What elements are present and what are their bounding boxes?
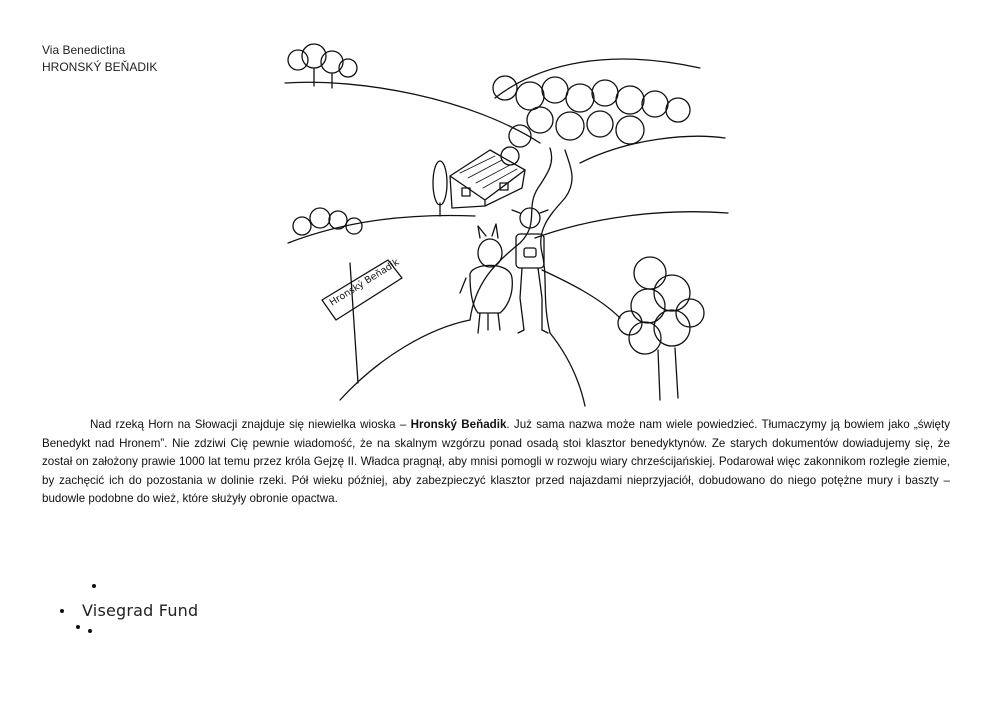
logo-dot-bottom-right: [88, 629, 92, 633]
landscape-illustration: [280, 38, 730, 410]
place-name-bold: Hronský Beňadik: [410, 418, 507, 431]
paragraph-rest: . Już sama nazwa może nam wiele powiedzieć. Tłumaczymy ją bowiem jako „święty Benedykt nad Hronem”. Nie zdziwi Cię pewnie wiadomość, że na skalnym wzgórzu ponad osadą stoi klasztor benedyktynów. Ze starych dokumentów dowiadujemy się, że został on założony prawie 1000 lat temu przez króla Gejzę II. Władca pragnął, aby mnisi pomogli w rozwoju wiary chrześcijańskiej. Podarował więc zakonnikom rozległe ziemie, by zachęcić ich do pozostania w dolinie rzeki. Pół wieku później, aby zabezpieczyć klasztor przed najazdami nieprzyjaciół, dobudowano do niego potężne mury i baszty – budowle podobne do wież, które służyły obronie opactwa.: [42, 418, 950, 505]
paragraph-intro: Nad rzeką Horn na Słowacji znajduje się niewielka wioska –: [90, 418, 411, 431]
hill-mid-left: [288, 215, 475, 243]
house-icon: [450, 150, 525, 208]
document-header: [42, 42, 157, 76]
logo-text: Visegrad Fund: [82, 601, 199, 620]
tree-cluster-top-right: [493, 76, 690, 165]
article-text: [42, 416, 950, 509]
header-series-title: Via Benedictina: [42, 43, 126, 57]
tree-cluster-top-left: [288, 44, 357, 88]
path-front-right: [550, 333, 585, 406]
logo-dot-bottom-left: [76, 625, 80, 629]
logo-dot-left: [60, 609, 64, 613]
donkey-icon: [460, 224, 512, 333]
hill-mid-right: [535, 212, 728, 238]
hill-back-left: [285, 82, 540, 143]
header-place-title: HRONSKÝ BEŇADIK: [42, 60, 158, 74]
logo-dot-top: [92, 584, 96, 588]
hill-right: [580, 136, 725, 163]
hill-lower: [542, 270, 620, 318]
tree-single-left: [433, 161, 447, 216]
article-paragraph: [42, 416, 950, 509]
signpost-label: Hronský Beňadik: [327, 256, 402, 309]
hill-back-right: [495, 59, 700, 98]
path-front-left: [340, 320, 470, 400]
tree-cluster-right: [618, 257, 704, 400]
signpost-icon: [322, 257, 402, 383]
